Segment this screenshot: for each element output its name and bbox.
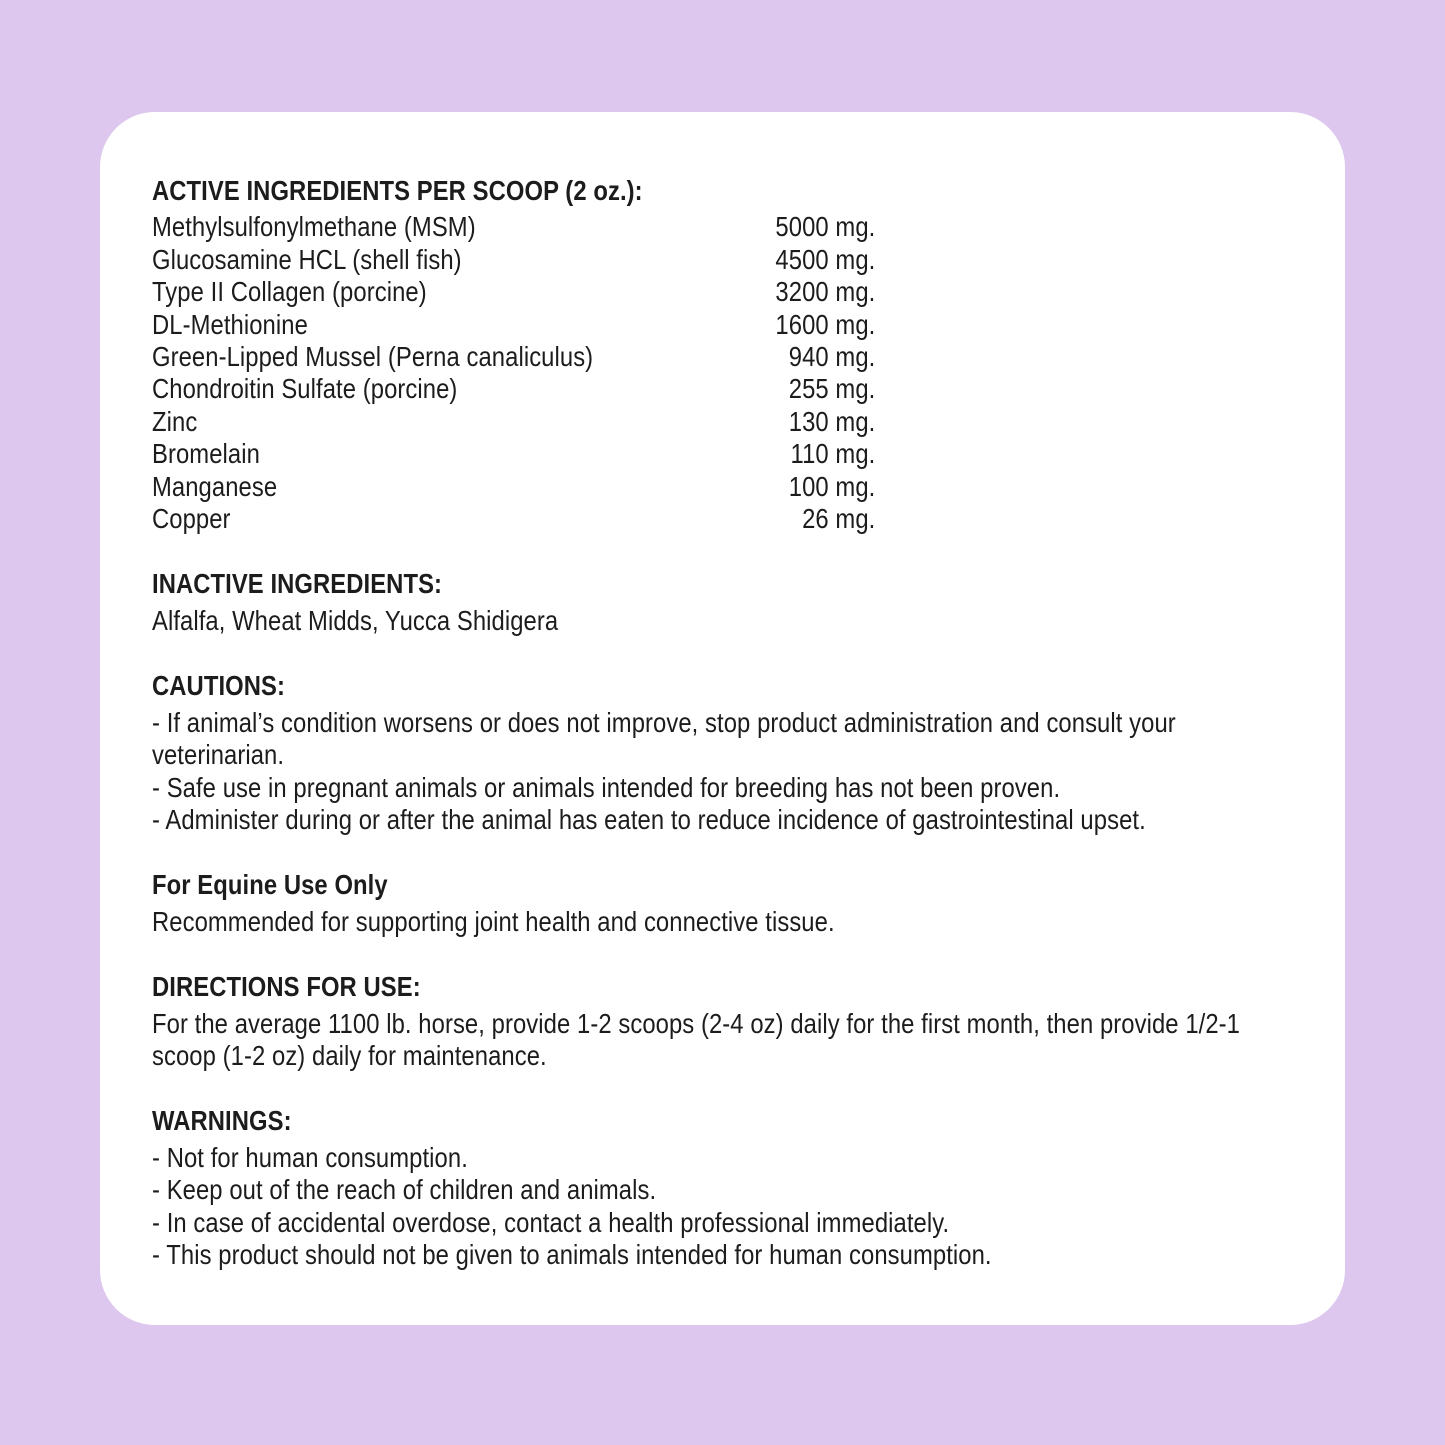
ingredient-row [152,503,875,535]
ingredient-row [152,211,875,243]
ingredient-amount: 3200 mg. [775,276,876,308]
ingredient-amount: 26 mg. [802,503,876,535]
ingredient-amount: 130 mg. [788,405,876,437]
inactive-ingredients-heading: INACTIVE INGREDIENTS: [152,568,443,600]
ingredient-amount: 5000 mg. [775,211,876,243]
ingredient-name: Zinc [152,405,198,437]
warnings-section [152,1105,1293,1271]
ingredient-row [152,341,875,373]
ingredient-name: Methylsulfonylmethane (MSM) [152,211,476,243]
equine-use-heading: For Equine Use Only [152,869,388,901]
ingredient-row [152,309,875,341]
ingredient-amount: 100 mg. [788,470,876,502]
active-ingredients-heading: ACTIVE INGREDIENTS PER SCOOP (2 oz.): [152,175,643,206]
ingredient-amount: 110 mg. [790,438,876,470]
ingredient-name: Glucosamine HCL (shell fish) [152,243,462,275]
ingredient-name: Bromelain [152,438,260,470]
equine-use-text: Recommended for supporting joint health and connective tissue. [152,905,835,937]
directions-heading: DIRECTIONS FOR USE: [152,971,421,1003]
ingredient-row [152,406,875,438]
inactive-ingredients-text: Alfalfa, Wheat Midds, Yucca Shidigera [152,604,559,636]
ingredient-row [152,373,875,405]
directions-text: For the average 1100 lb. horse, provide 1-2 scoops (2-4 oz) daily for the first month, then provide 1/2-1 scoop (1-2 oz) daily for maintenance. [152,1007,1240,1071]
directions-section [152,971,1293,1072]
equine-use-section [152,869,1293,938]
ingredient-amount: 1600 mg. [775,308,876,340]
ingredient-row [152,438,875,470]
caution-item: - Safe use in pregnant animals or animals intended for breeding has not been proven. [152,771,1061,803]
ingredient-amount: 255 mg. [788,373,876,405]
label-content [152,175,1293,1271]
warning-item: - In case of accidental overdose, contact a health professional immediately. [152,1206,950,1238]
warning-item: - Not for human consumption. [152,1141,468,1173]
label-card [100,112,1345,1325]
ingredient-name: Type II Collagen (porcine) [152,276,427,308]
ingredient-name: Green-Lipped Mussel (Perna canaliculus) [152,341,594,373]
ingredient-amount: 940 mg. [788,341,876,373]
warning-item: - Keep out of the reach of children and animals. [152,1174,657,1206]
ingredient-name: Manganese [152,470,278,502]
warnings-heading: WARNINGS: [152,1105,292,1137]
ingredient-name: Copper [152,503,231,535]
ingredient-row [152,276,875,308]
ingredient-amount: 4500 mg. [775,243,876,275]
inactive-ingredients-section [152,568,1293,637]
cautions-section [152,670,1293,836]
caution-item: - Administer during or after the animal has eaten to reduce incidence of gastrointestinal upset. [152,803,1146,835]
active-ingredients-section [152,175,1293,535]
ingredient-name: DL-Methionine [152,308,308,340]
ingredient-name: Chondroitin Sulfate (porcine) [152,373,458,405]
ingredient-row [152,471,875,503]
warning-item: - This product should not be given to animals intended for human consumption. [152,1238,992,1270]
ingredient-row [152,244,875,276]
caution-item: - If animal’s condition worsens or does not improve, stop product administration and consult your veterinarian. [152,706,1176,771]
cautions-heading: CAUTIONS: [152,670,285,702]
